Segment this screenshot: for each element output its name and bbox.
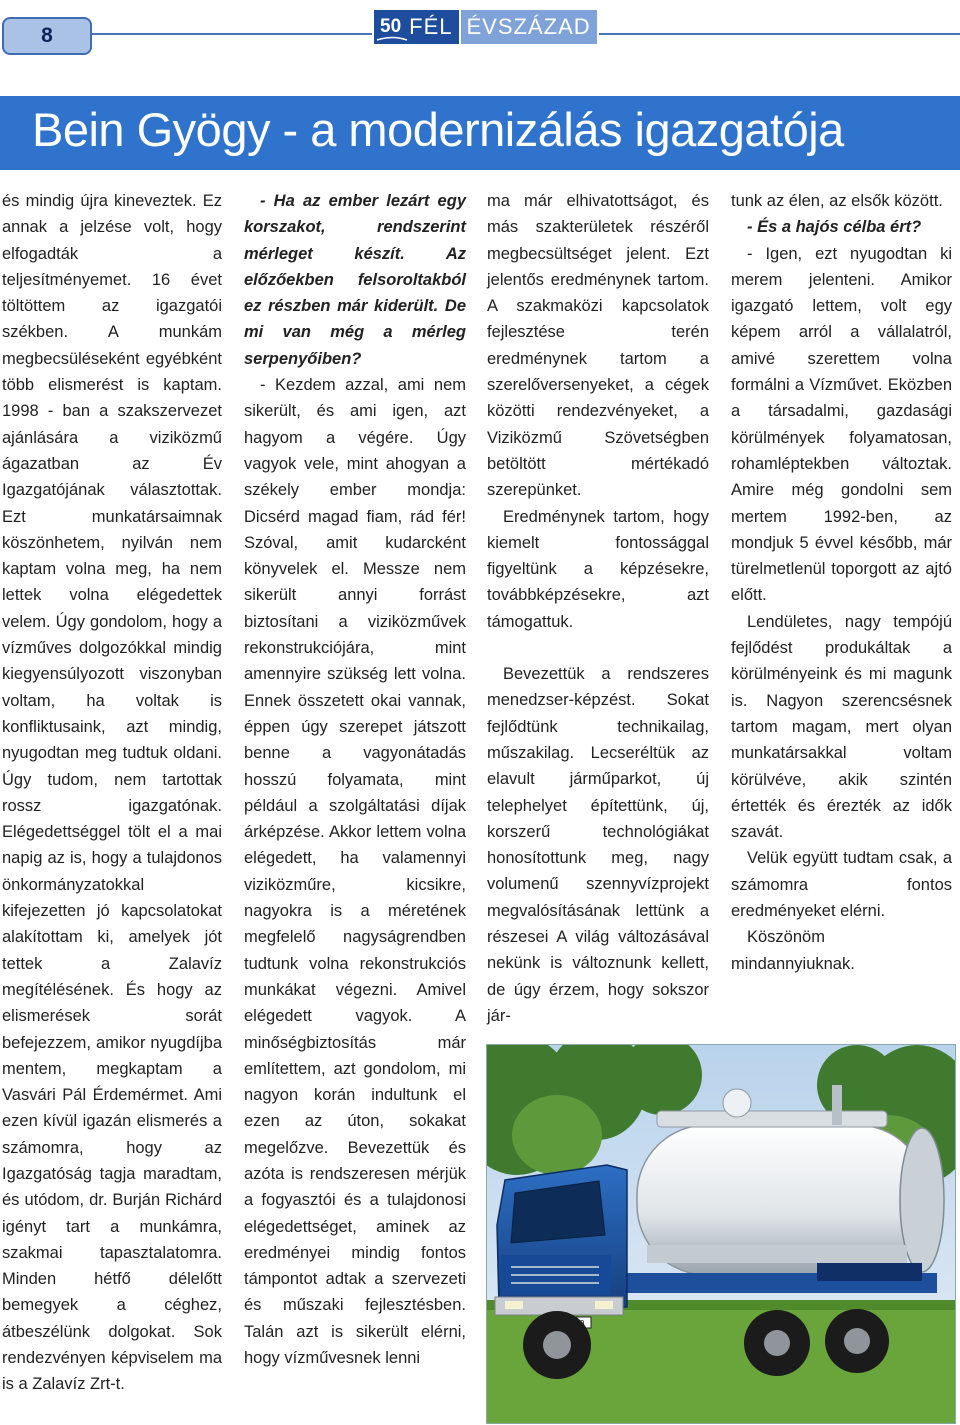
text-column-4 [731,188,952,977]
swoosh-icon [376,36,408,42]
truck-illustration [487,1045,955,1423]
paragraph: Lendületes, nagy tempójú fejlődést produkáltak a körülményeink és mi magunk is. Nagyon szerencsésnek tartom magam, mert olyan munkatársakkal voltam körülvéve, akik szintén értették és érezték az idők szavát. [731,612,952,842]
paragraph: Bevezettük a rendszeres menedzser-képzést. Sokat fejlődtünk technikailag, műszakilag. Lecseréltük az elavult járműparkot, új telephelyet építettünk, új, korszerű technológiákat honosítottunk meg, nagy volumenű szennyvízprojekt megvalósításának lettünk a részesei A világ változásával nekünk is változnunk kellett, de úgy érzem, hogy sokszor jár- [487,665,709,1025]
masthead-number [374,10,407,44]
masthead-word-fel: FÉL [407,10,458,44]
title-bar [0,96,960,170]
article-title: Bein Gyögy - a modernizálás igazgatója [32,103,844,156]
paragraph: - Kezdem azzal, ami nem sikerült, és ami igen, azt hagyom a végére. Úgy vagyok vele, mint ahogyan a székely ember mondja: Dicsérd magad fiam, rád fér! Szóval, amit kudarcként könyvelek el. Messze nem sikerült annyi forrást biztosítani a viziközművek rekonstrukciójára, mint amennyire szükség lett volna. Ennek összetett okai vannak, éppen úgy szerepet játszott benne a vagyonátadás hosszú folyamata, mint például a szolgáltatási díjak árképzése. Akkor lettem volna elégedett, ha valamennyi viziközműre, kicsikre, nagyokra is a méretének megfelelő nagyságrendben tudtunk volna rekonstrukciós munkákat végezni. Amivel elégedett vagyok. A minőségbiztosítás már említettem, azt gondolom, mi nagyon korán indultunk el ezen az úton, sokakat megelőzve. Bevezettük és azóta is rendszeresen mérjük a fogyasztói és a tulajdonosi elégedettséget, aminek az eredményei mindig fontos támpontot adtak a szervezeti és műszaki fejlesztésben. Talán azt is sikerült elérni, hogy vízművesnek lenni [244,376,466,1368]
text-column-1 [2,188,222,1398]
truck-photo [486,1044,956,1424]
masthead-number-text: 50 [380,16,402,37]
page-number: 8 [2,17,92,55]
paragraph: Velük együtt tudtam csak, a számomra fontos eredményeket elérni. [731,849,952,921]
masthead-logo [372,10,599,44]
masthead-word-evszazad: ÉVSZÁZAD [461,10,597,44]
text-column-3 [487,188,709,1029]
paragraph: és mindig újra kineveztek. Ez annak a jelzése volt, hogy elfogadták a teljesítményemet. 16 évet töltöttem az igazgatói székben. A munkám megbecsüléseként egyébként több elismerést is kaptam. 1998 - ban a szakszervezet ajánlására a viziközmű ágazatban az Év Igazgatójának választottak. Ezt munkatársaimnak köszönhetem, nyilván nem kaptam volna meg, ha nem lettek volna elégedettek velem. Úgy gondolom, hogy a vízműves dolgozókkal mindig kiegyensúlyozott viszonyban voltam, ha voltak is konfliktusaink, azt mindig, nyugodtan meg tudtuk oldani. Úgy tudom, nem tartottak rossz igazgatónak. Elégedettséggel tölt el a mai napig az is, hogy a tulajdonos önkormányzatokkal kifejezetten jó kapcsolatokat alakítottam ki, amelyek jót tettek a Zalavíz megítélésének. És hogy az elismerések sorát befejezzem, amikor nyugdíjba mentem, megkaptam a Vasvári Pál Érdemérmet. Ami ezen kívül igazán elismerés a számomra, hogy az Igazgatóság tagja maradtam, és utódom, dr. Burján Richárd igényt tart a munkámra, szakmai tapasztalatomra. Minden hétfő délelőtt bemegyek a céghez, átbeszélünk dolgokat. Sok rendezvényen képviselem ma is a Zalavíz Zrt-t. [2,192,222,1394]
interview-question: - Ha az ember lezárt egy korszakot, rendszerint mérleget készít. Az előzőekben felsoroltakból ez részben már kiderült. De mi van még a mérleg serpenyőiben? [244,192,466,368]
paragraph: ma már elhivatottságot, és más szakterületek részéről megbecsültséget jelent. Ezt jelentős eredménynek tartom. A szakmaközi kapcsolatok fejlesztése terén eredménynek tartom a szerelőversenyeket, a cégek közötti rendezvényeket, a Viziközmű Szövetségben betöltött mértékadó szerepünket. [487,192,709,500]
interview-question: - És a hajós célba ért? [747,218,922,237]
text-column-2 [244,188,466,1371]
paragraph: Köszönöm mindannyiuknak. [731,928,855,973]
paragraph: - Igen, ezt nyugodtan ki merem jelenteni. Amikor igazgató lettem, volt egy képem arról a vállalatról, amivé szerettem volna formálni a Vízművet. Eközben a társadalmi, gazdasági körülmények folyamatosan, rohamléptekben változtak. Amire még gondolni sem mertem 1992-ben, az mondjuk 5 évvel később, már türelmetlenül toporgott az ajtó előtt. [731,244,952,605]
paragraph: tunk az élen, az elsők között. [731,192,943,210]
paragraph: Eredménynek tartom, hogy kiemelt fontossággal figyeltünk a képzésekre, továbbképzésekre, azt támogattuk. [487,507,709,631]
